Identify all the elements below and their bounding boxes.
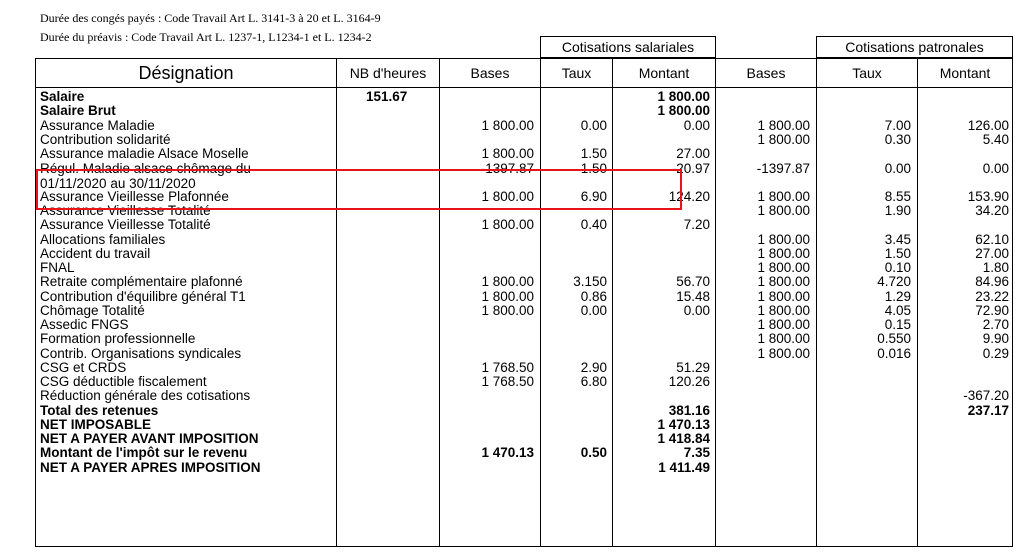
base-salariale-cell: 1 800.00 [481, 302, 534, 318]
designation-cell: Montant de l'impôt sur le revenu [40, 445, 248, 461]
base-patronale-cell: 1 800.00 [757, 203, 810, 218]
montant-patronal-cell: 34.20 [975, 203, 1009, 218]
designation-cell: Assedic FNGS [40, 317, 129, 332]
taux-salarial-cell: 0.86 [580, 288, 607, 304]
base-patronale-cell: -1397.87 [756, 161, 810, 177]
base-patronale-cell: 1 800.00 [757, 317, 810, 332]
taux-salarial-cell: 2.90 [580, 359, 607, 375]
col-header-nb-heures: NB d'heures [336, 58, 440, 88]
taux-patronal-cell: 1.29 [884, 288, 911, 304]
montant-patronal-cell: 84.96 [975, 274, 1009, 290]
base-salariale-cell: 1 800.00 [481, 274, 534, 290]
montant-salarial-cell: 1 411.49 [658, 459, 710, 475]
taux-salarial-cell: 1.50 [580, 161, 607, 177]
designation-cell: Retraite complémentaire plafonné [40, 274, 243, 290]
montant-salarial-cell: 381.16 [668, 402, 710, 418]
taux-salarial-cell: 0.40 [580, 217, 607, 233]
designation-cell: Formation professionnelle [40, 331, 196, 347]
montant-patronal-cell: 126.00 [967, 117, 1009, 133]
designation-cell: NET A PAYER APRES IMPOSITION [40, 459, 261, 475]
montant-salarial-cell: 7.35 [683, 445, 710, 461]
base-patronale-cell: 1 800.00 [757, 345, 810, 361]
designation-cell: Contribution solidarité [40, 131, 171, 147]
base-salariale-cell: 1 800.00 [481, 217, 534, 233]
col-header-montant-salariales: Montant [612, 58, 716, 88]
designation-cell: Accident du travail [40, 245, 151, 261]
montant-salarial-cell: 27.00 [676, 146, 710, 161]
hours-cell: 151.67 [366, 89, 408, 104]
montant-salarial-cell: 51.29 [676, 359, 710, 375]
montant-salarial-cell: -20.97 [671, 161, 710, 177]
taux-patronal-cell: 0.15 [884, 317, 911, 332]
base-patronale-cell: 1 800.00 [757, 274, 810, 290]
taux-salarial-cell: 6.90 [580, 188, 607, 204]
col-header-taux-salariales: Taux [540, 58, 613, 88]
montant-salarial-cell: 1 800.00 [657, 89, 710, 104]
designation-cell: NET IMPOSABLE [40, 416, 152, 432]
taux-salarial-cell: 3.150 [573, 274, 607, 290]
montant-patronal-cell: 27.00 [975, 245, 1009, 261]
montant-patronal-cell: 72.90 [975, 302, 1009, 318]
montant-salarial-cell: 0.00 [683, 117, 710, 133]
taux-salarial-cell: 0.00 [580, 302, 607, 318]
base-patronale-cell: 1 800.00 [757, 231, 810, 247]
designation-cell: Assurance Vieillesse Totalité [40, 203, 211, 218]
base-salariale-cell: 1 768.50 [481, 359, 534, 375]
montant-patronal-cell: 9.90 [982, 331, 1009, 347]
taux-patronal-cell: 4.720 [877, 274, 911, 290]
base-salariale-cell: 1 800.00 [481, 288, 534, 304]
designation-cell: Assurance Vieillesse Totalité [40, 217, 211, 233]
montant-patronal-cell: -367.20 [963, 388, 1009, 404]
montant-salarial-cell: 1 470.13 [657, 416, 710, 432]
designation-cell: Chômage Totalité [40, 302, 145, 318]
montant-patronal-cell: 23.22 [975, 288, 1009, 304]
col-header-designation: Désignation [35, 58, 337, 88]
taux-patronal-cell: 3.45 [884, 231, 911, 247]
montant-salarial-cell: 1 418.84 [657, 431, 710, 446]
designation-cell: Assurance Maladie [40, 117, 155, 133]
col-header-taux-patronales: Taux [816, 58, 918, 88]
taux-patronal-cell: 1.50 [884, 245, 911, 261]
designation-cell: Régul. Maladie alsace chômage du [40, 161, 251, 177]
montant-patronal-cell: 0.29 [982, 345, 1009, 361]
montant-salarial-cell: 56.70 [676, 274, 710, 290]
taux-salarial-cell: 6.80 [580, 374, 607, 389]
base-salariale-cell: 1 800.00 [481, 117, 534, 133]
taux-patronal-cell: 4.05 [884, 302, 911, 318]
taux-salarial-cell: 1.50 [580, 146, 607, 161]
taux-patronal-cell: 0.550 [877, 331, 911, 347]
designation-cell: Salaire [40, 89, 85, 104]
designation-cell: Réduction générale des cotisations [40, 388, 251, 404]
legal-note-preavis: Durée du préavis : Code Travail Art L. 1237-1, L1234-1 et L. 1234-2 [40, 30, 372, 44]
base-salariale-cell: 1 768.50 [481, 374, 534, 389]
base-salariale-cell: 1 800.00 [481, 146, 534, 161]
designation-cell: NET A PAYER AVANT IMPOSITION [40, 431, 259, 446]
montant-patronal-cell: 62.10 [975, 231, 1009, 247]
designation-cell: Assurance maladie Alsace Moselle [40, 146, 249, 161]
group-header-cotisations-salariales: Cotisations salariales [540, 36, 716, 58]
designation-cell: Allocations familiales [40, 231, 166, 247]
designation-cell: Salaire Brut [40, 103, 116, 119]
base-patronale-cell: 1 800.00 [757, 117, 810, 133]
taux-patronal-cell: 0.00 [884, 161, 911, 177]
montant-salarial-cell: 120.26 [668, 374, 710, 389]
montant-salarial-cell: 7.20 [683, 217, 710, 233]
legal-note-conges: Durée des congés payés : Code Travail Art L. 3141-3 à 20 et L. 3164-9 [40, 11, 381, 25]
taux-patronal-cell: 0.10 [884, 260, 911, 275]
designation-cell: 01/11/2020 au 30/11/2020 [40, 175, 196, 191]
base-patronale-cell: 1 800.00 [757, 288, 810, 304]
designation-cell: CSG et CRDS [40, 359, 127, 375]
designation-cell: Contrib. Organisations syndicales [40, 345, 242, 361]
montant-patronal-cell: 1.80 [982, 260, 1009, 275]
montant-patronal-cell: 237.17 [967, 402, 1009, 418]
montant-patronal-cell: 0.00 [982, 161, 1009, 177]
montant-patronal-cell: 153.90 [967, 188, 1009, 204]
designation-cell: FNAL [40, 260, 75, 275]
taux-salarial-cell: 0.50 [580, 445, 607, 461]
base-patronale-cell: 1 800.00 [757, 260, 810, 275]
base-salariale-cell: -1397.87 [480, 161, 534, 177]
taux-patronal-cell: 7.00 [884, 117, 911, 133]
base-patronale-cell: 1 800.00 [757, 331, 810, 347]
designation-cell: Contribution d'équilibre général T1 [40, 288, 246, 304]
base-patronale-cell: 1 800.00 [757, 131, 810, 147]
designation-cell: Assurance Vieillesse Plafonnée [40, 188, 229, 204]
montant-salarial-cell: 0.00 [683, 302, 710, 318]
montant-salarial-cell: 1 800.00 [657, 103, 710, 119]
montant-salarial-cell: 124.20 [668, 188, 710, 204]
col-header-bases-salariales: Bases [439, 58, 541, 88]
base-patronale-cell: 1 800.00 [757, 188, 810, 204]
group-header-cotisations-patronales: Cotisations patronales [816, 36, 1013, 58]
taux-patronal-cell: 0.30 [884, 131, 911, 147]
taux-patronal-cell: 8.55 [884, 188, 911, 204]
base-salariale-cell: 1 800.00 [481, 188, 534, 204]
col-header-bases-patronales: Bases [715, 58, 817, 88]
taux-patronal-cell: 1.90 [884, 203, 911, 218]
base-patronale-cell: 1 800.00 [757, 245, 810, 261]
base-patronale-cell: 1 800.00 [757, 302, 810, 318]
designation-cell: CSG déductible fiscalement [40, 374, 207, 389]
base-salariale-cell: 1 470.13 [481, 445, 534, 461]
taux-patronal-cell: 0.016 [877, 345, 911, 361]
montant-patronal-cell: 5.40 [982, 131, 1009, 147]
col-header-montant-patronales: Montant [917, 58, 1013, 88]
taux-salarial-cell: 0.00 [580, 117, 607, 133]
montant-patronal-cell: 2.70 [982, 317, 1009, 332]
designation-cell: Total des retenues [40, 402, 159, 418]
montant-salarial-cell: 15.48 [676, 288, 710, 304]
